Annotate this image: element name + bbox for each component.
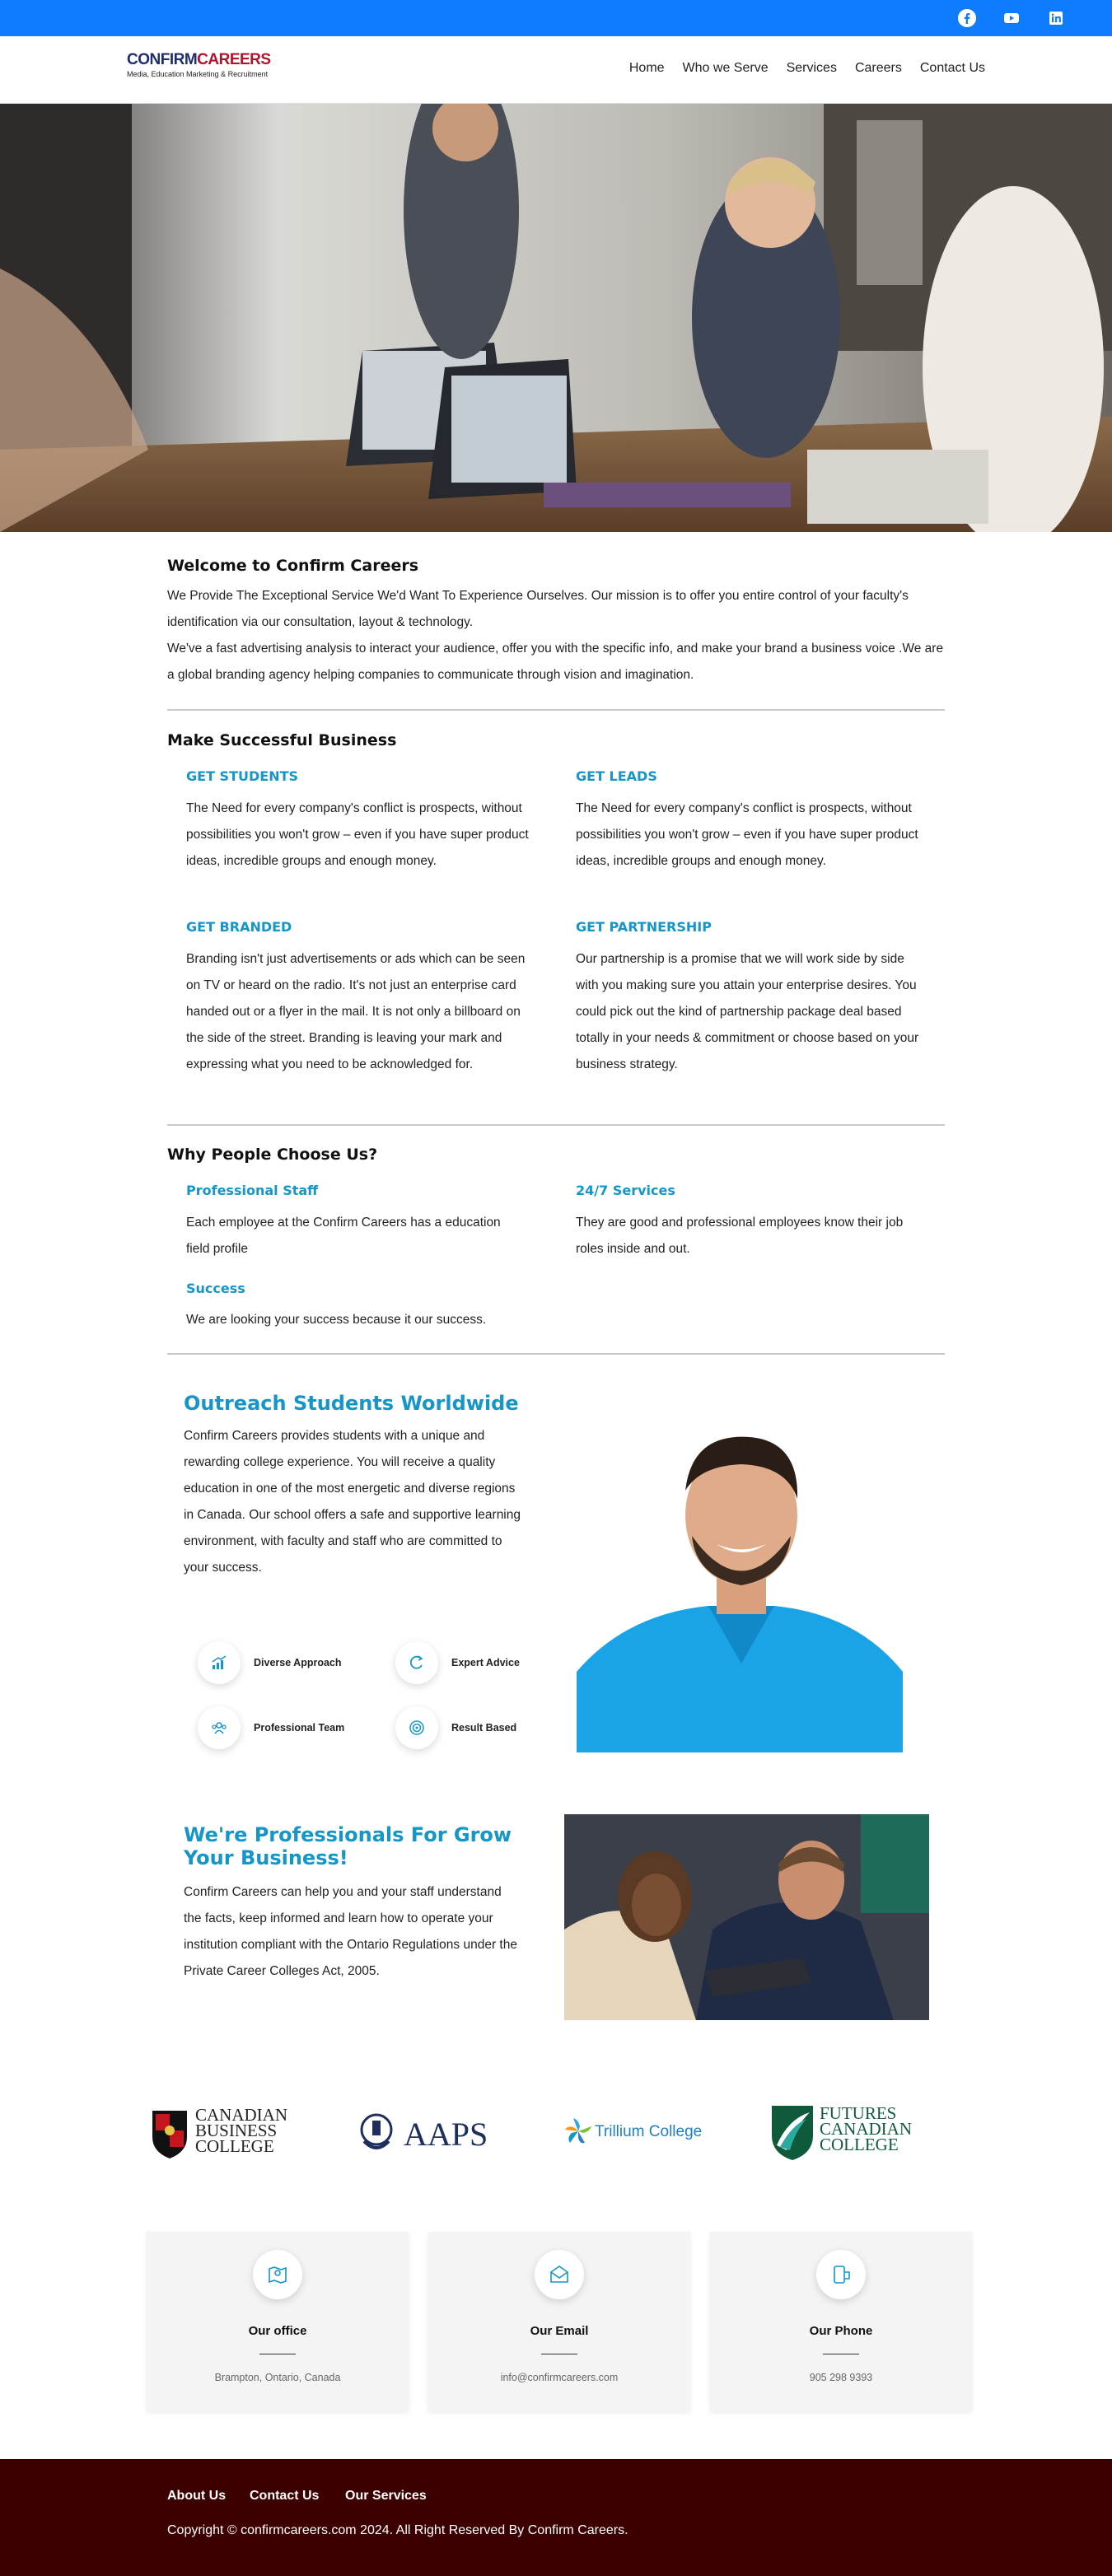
aaps-text: AAPS <box>404 2116 488 2153</box>
phone-card <box>710 2232 972 2411</box>
nav-services[interactable]: Services <box>786 61 837 75</box>
smiling-man-photo <box>577 1400 903 1752</box>
get-branded-title: GET BRANDED <box>186 919 292 935</box>
main-nav <box>629 61 985 76</box>
office-card <box>147 2232 409 2411</box>
business-title: Make Successful Business <box>167 731 397 749</box>
feature-label: Professional Team <box>254 1722 345 1734</box>
welcome-paragraph-1: We Provide The Exceptional Service We'd Want To Experience Ourselves. Our mission is to offer you entire control of your faculty's identification via our consultation, layout & technology. <box>167 589 909 629</box>
get-leads-text: The Need for every company's conflict is prospects, without possibilities you won't grow – even if you have super product ideas, incredible groups and enough money. <box>576 801 918 868</box>
nav-contact-us[interactable]: Contact Us <box>919 61 985 75</box>
professionals-title-line1: We're Professionals For Grow <box>184 1823 512 1846</box>
site-header <box>0 36 1112 104</box>
professionals-text: Confirm Careers can help you and your staff understand the facts, keep informed and learn how to operate your institution compliant with the Ontario Regulations under the Private Career Colleges Act, 2005. <box>184 1885 517 1978</box>
chart-icon <box>198 1641 241 1684</box>
nav-careers[interactable]: Careers <box>854 61 902 75</box>
get-students-title: GET STUDENTS <box>186 768 299 784</box>
trillium-icon <box>562 2115 595 2148</box>
cbc-line1: CANADIAN <box>195 2105 287 2125</box>
refresh-icon <box>395 1641 438 1684</box>
email-card <box>428 2232 690 2411</box>
section-divider <box>167 709 945 711</box>
phone-title: Our Phone <box>809 2324 873 2338</box>
get-partnership-title: GET PARTNERSHIP <box>576 919 712 935</box>
emblem-icon <box>356 2108 397 2154</box>
linkedin-icon[interactable] <box>1047 9 1065 27</box>
cbc-line3: COLLEGE <box>195 2136 274 2156</box>
futures-line2: CANADIAN <box>820 2119 912 2139</box>
top-bar <box>0 0 1112 36</box>
feature-result-based <box>395 1706 516 1749</box>
youtube-icon[interactable] <box>1002 9 1021 27</box>
feature-diverse-approach <box>198 1641 342 1684</box>
phone-value[interactable]: 905 298 9393 <box>809 2372 873 2383</box>
logo-tagline: Media, Education Marketing & Recruitment <box>127 70 269 78</box>
footer-contact-us[interactable]: Contact Us <box>250 2489 320 2503</box>
hero-image <box>0 104 1112 532</box>
get-partnership-text: Our partnership is a promise that we will work side by side with you making sure you attain your enterprise desires. You could pick out the kind of partnership package deal based totally in your needs & commitment or choose based on your business strategy. <box>576 952 919 1071</box>
brand-logo[interactable] <box>127 51 300 87</box>
welcome-title: Welcome to Confirm Careers <box>167 557 419 575</box>
get-students-text: The Need for every company's conflict is prospects, without possibilities you won't grow – even if you have super product ideas, incredible groups and enough money. <box>186 801 529 868</box>
target-icon <box>395 1706 438 1749</box>
professional-staff-text: Each employee at the Confirm Careers has a education field profile <box>186 1216 501 1256</box>
feature-label: Diverse Approach <box>254 1657 342 1668</box>
nav-home[interactable]: Home <box>628 61 665 75</box>
cbc-line2: BUSINESS <box>195 2121 278 2140</box>
services-247-title: 24/7 Services <box>576 1183 675 1198</box>
professionals-title-line2: Your Business! <box>184 1846 348 1869</box>
logo-wordmark: CONFIRMCAREERS <box>127 51 271 68</box>
envelope-icon <box>535 2250 584 2299</box>
success-title: Success <box>186 1281 245 1296</box>
email-title: Our Email <box>530 2324 589 2338</box>
office-value: Brampton, Ontario, Canada <box>214 2372 341 2383</box>
feature-professional-team <box>198 1706 344 1749</box>
email-value[interactable]: info@confirmcareers.com <box>500 2372 619 2383</box>
trillium-text: Trillium College <box>595 2123 703 2140</box>
copyright: Copyright © confirmcareers.com 2024. All Right Reserved By Confirm Careers. <box>167 2523 628 2537</box>
get-leads-title: GET LEADS <box>576 768 657 784</box>
futures-canadian-college-logo[interactable] <box>770 2102 927 2162</box>
leaf-shield-icon <box>770 2102 815 2160</box>
outreach-title: Outreach Students Worldwide <box>184 1392 519 1415</box>
canadian-business-college-logo[interactable] <box>151 2104 299 2162</box>
feature-label: Expert Advice <box>451 1657 520 1668</box>
aaps-logo[interactable] <box>356 2108 504 2158</box>
feature-label: Result Based <box>451 1722 517 1734</box>
team-tablet-photo <box>564 1814 929 2020</box>
site-footer <box>0 2459 1112 2576</box>
get-branded-text: Branding isn't just advertisements or ads which can be seen on TV or heard on the radio. It's not just an enterprise card handed out or a flyer in the mail. It is not only a billboard on the side of the street. Branding is leaving your mark and expressing what you need to be acknowledged for. <box>186 952 526 1071</box>
services-247-text: They are good and professional employees know their job roles inside and out. <box>576 1216 904 1256</box>
facebook-icon[interactable] <box>958 9 976 27</box>
office-title: Our office <box>248 2324 307 2338</box>
nav-who-we-serve[interactable]: Who we Serve <box>682 61 769 75</box>
welcome-paragraph-2: We've a fast advertising analysis to interact your audience, offer you with the specific info, and make your brand a business voice .We are a global branding agency helping companies to communicate through vision and imagination. <box>167 642 944 682</box>
footer-our-services[interactable]: Our Services <box>345 2489 427 2503</box>
section-divider <box>167 1353 945 1355</box>
footer-about-us[interactable]: About Us <box>167 2489 227 2503</box>
phone-icon <box>816 2250 866 2299</box>
feature-expert-advice <box>395 1641 520 1684</box>
success-text: We are looking your success because it our success. <box>186 1313 487 1327</box>
map-icon <box>253 2250 302 2299</box>
futures-line3: COLLEGE <box>820 2135 899 2154</box>
section-divider <box>167 1124 945 1126</box>
outreach-text: Confirm Careers provides students with a unique and rewarding college experience. You will receive a quality education in one of the most energetic and diverse regions in Canada. Our school offers a safe and supportive learning environment, with faculty and staff who are committed to your success. <box>184 1429 521 1575</box>
professionals-title <box>184 1823 512 1869</box>
futures-line1: FUTURES <box>820 2103 897 2123</box>
welcome-section <box>167 557 945 688</box>
trillium-college-logo[interactable] <box>562 2115 727 2151</box>
team-icon <box>198 1706 241 1749</box>
professional-staff-title: Professional Staff <box>186 1183 319 1198</box>
why-title: Why People Choose Us? <box>167 1146 378 1164</box>
